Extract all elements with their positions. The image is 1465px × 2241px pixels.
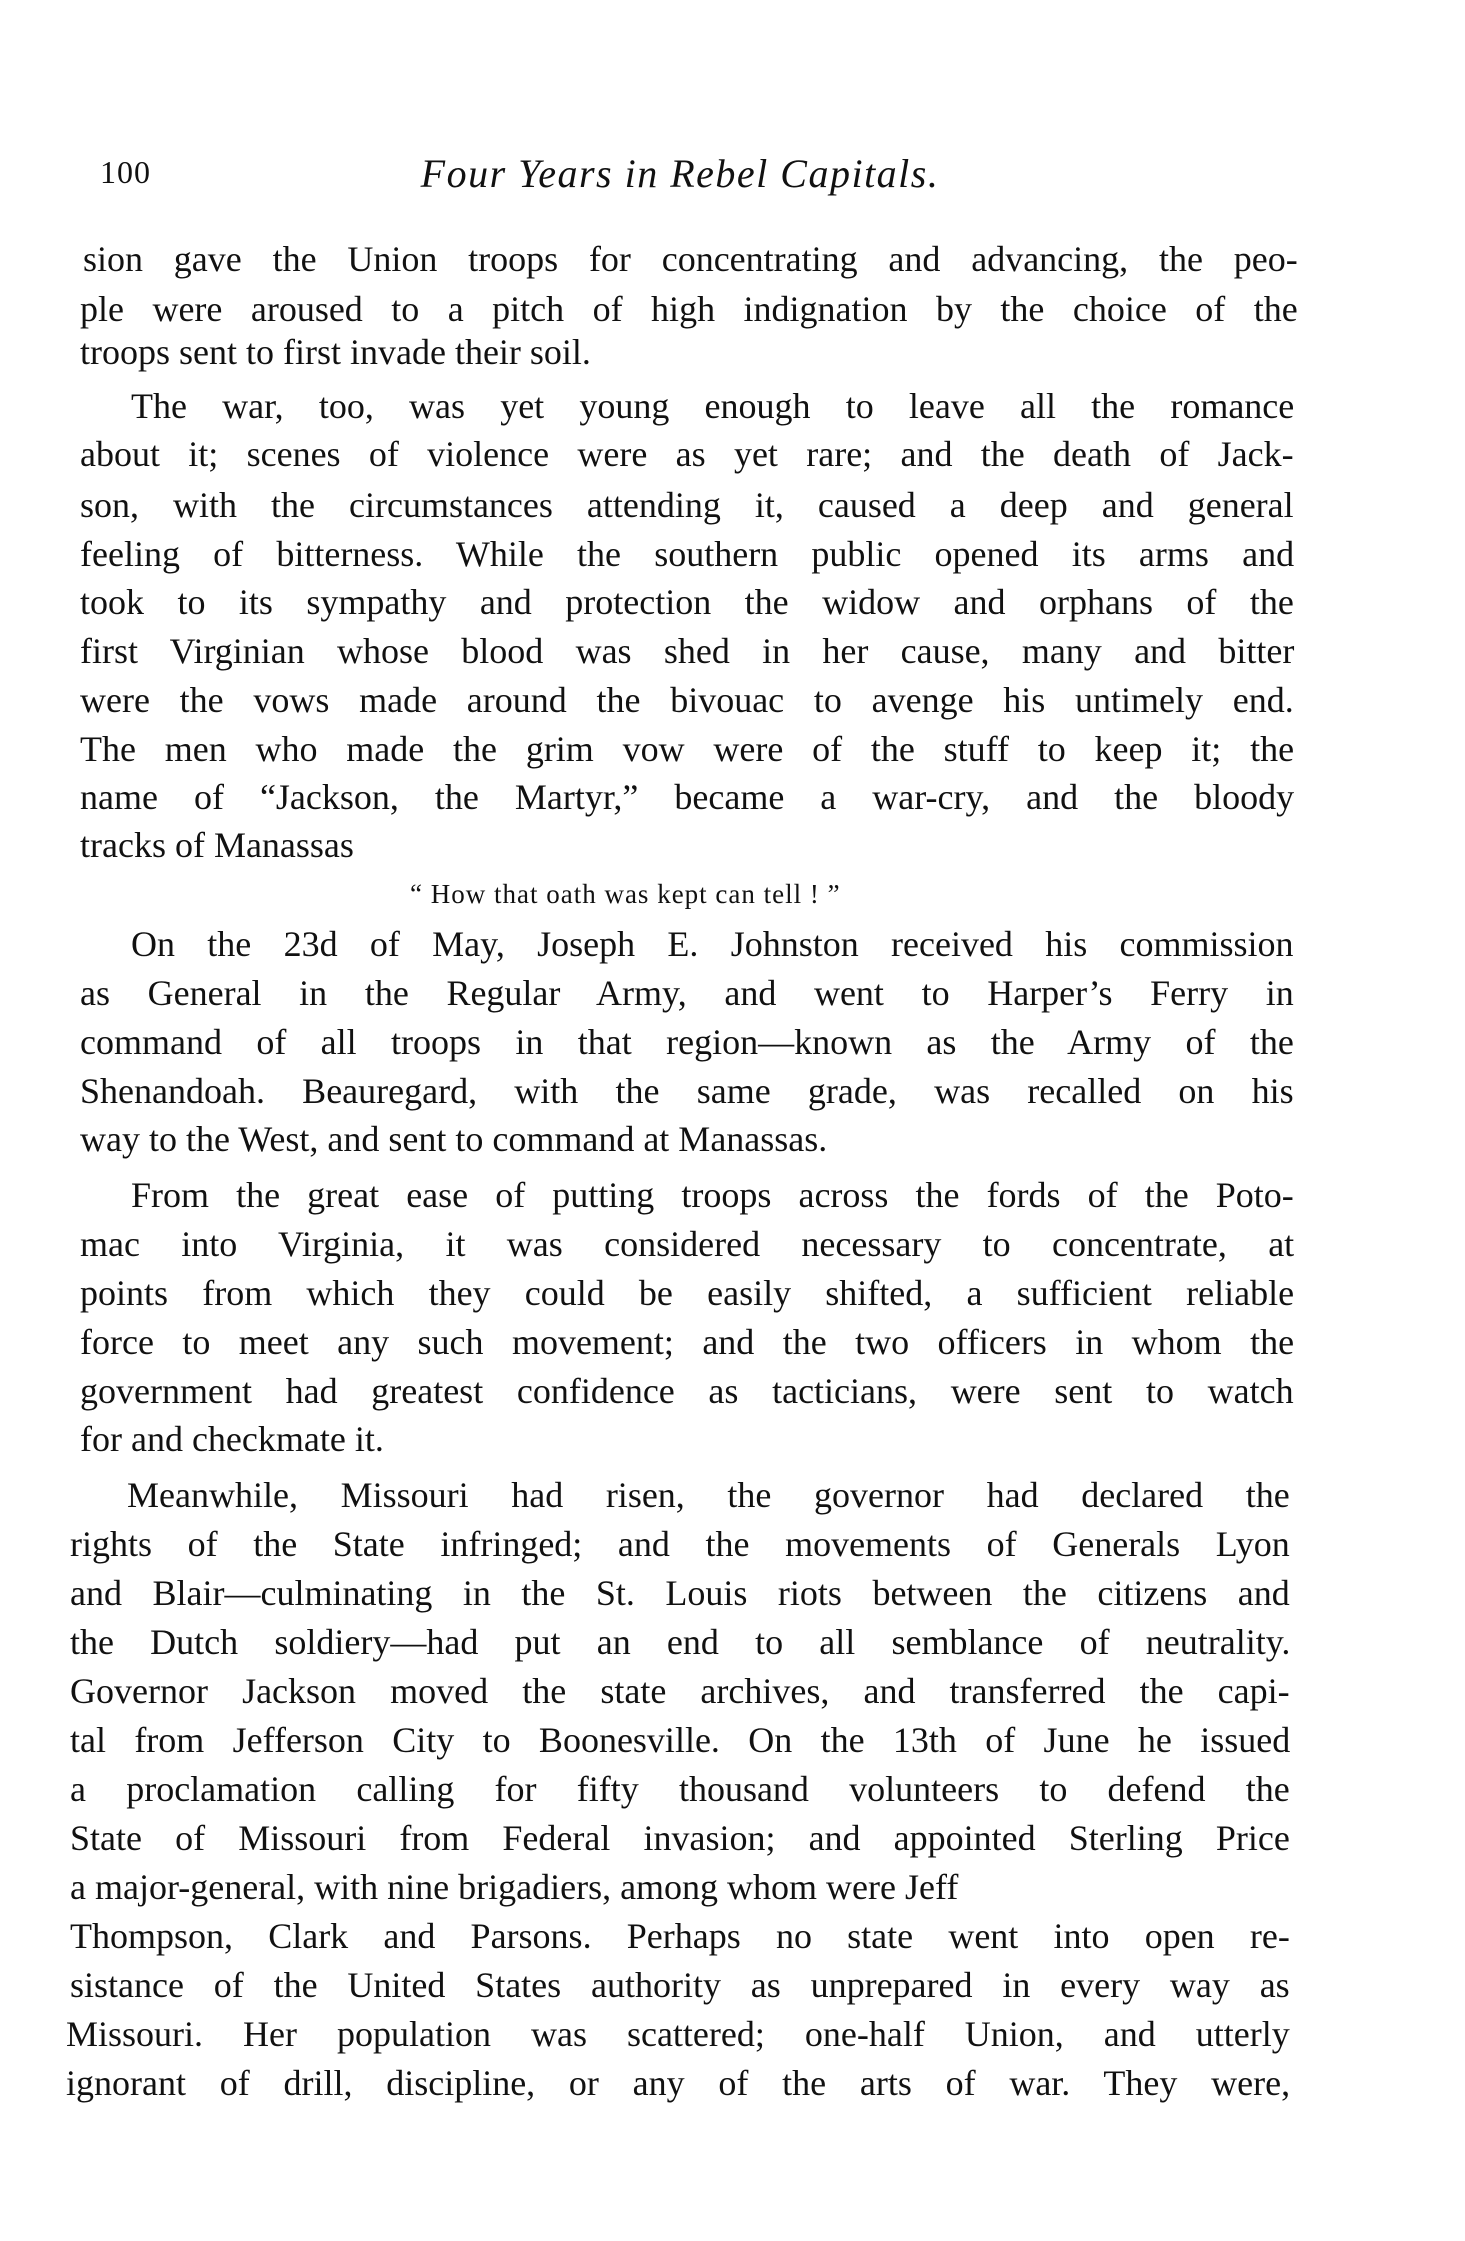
text-line: Governor Jackson moved the state archives, and transferred the capi-	[70, 1671, 1290, 1711]
text-line: a proclamation calling for fifty thousand volunteers to defend the	[70, 1769, 1290, 1809]
text-line: ignorant of drill, discipline, or any of the arts of war. They were,	[66, 2063, 1291, 2103]
text-line: first Virginian whose blood was shed in her cause, many and bitter	[80, 631, 1295, 671]
text-line: Meanwhile, Missouri had risen, the governor had declared the	[127, 1475, 1290, 1515]
text-line: ple were aroused to a pitch of high indignation by the choice of the	[80, 289, 1298, 329]
text-line: From the great ease of putting troops across the fords of the Poto-	[131, 1175, 1294, 1215]
page-number: 100	[100, 154, 151, 190]
text-line: as General in the Regular Army, and went to Harper’s Ferry in	[80, 973, 1294, 1013]
text-line: Thompson, Clark and Parsons. Perhaps no state went into open re-	[70, 1916, 1290, 1956]
text-line: sion gave the Union troops for concentrating and advancing, the peo-	[83, 239, 1298, 279]
text-line: On the 23d of May, Joseph E. Johnston received his commission	[131, 924, 1294, 964]
text-line: the Dutch soldiery—had put an end to all semblance of neutrality.	[70, 1622, 1291, 1662]
text-line: tal from Jefferson City to Boonesville. On the 13th of June he issued	[70, 1720, 1291, 1760]
text-line: way to the West, and sent to command at Manassas.	[80, 1119, 828, 1159]
text-line: command of all troops in that region—known as the Army of the	[80, 1022, 1294, 1062]
text-line: mac into Virginia, it was considered necessary to concentrate, at	[80, 1224, 1295, 1264]
running-title: Four Years in Rebel Capitals.	[420, 151, 940, 196]
text-line: points from which they could be easily shifted, a sufficient reliable	[80, 1273, 1295, 1313]
text-line: a major-general, with nine brigadiers, among whom were Jeff	[70, 1867, 959, 1907]
text-line: and Blair—culminating in the St. Louis riots between the citizens and	[70, 1573, 1290, 1613]
text-line: about it; scenes of violence were as yet rare; and the death of Jack-	[80, 434, 1294, 474]
text-line: Missouri. Her population was scattered; one-half Union, and utterly	[66, 2014, 1290, 2054]
text-line: son, with the circumstances attending it, caused a deep and general	[80, 485, 1294, 525]
text-line: name of “Jackson, the Martyr,” became a war-cry, and the bloody	[80, 777, 1295, 817]
text-line: government had greatest confidence as tacticians, were sent to watch	[80, 1371, 1294, 1411]
text-line: feeling of bitterness. While the southern public opened its arms and	[80, 534, 1295, 574]
page-header	[80, 150, 1280, 202]
text-line: troops sent to first invade their soil.	[80, 332, 591, 372]
text-line: State of Missouri from Federal invasion; and appointed Sterling Price	[70, 1818, 1290, 1858]
text-line: tracks of Manassas	[80, 825, 354, 865]
text-line: took to its sympathy and protection the widow and orphans of the	[80, 582, 1294, 622]
quotation: “ How that oath was kept can tell ! ”	[410, 879, 841, 909]
text-line: The war, too, was yet young enough to leave all the romance	[131, 386, 1295, 426]
text-line: force to meet any such movement; and the two officers in whom the	[80, 1322, 1295, 1362]
text-line: were the vows made around the bivouac to avenge his untimely end.	[80, 680, 1294, 720]
text-line: for and checkmate it.	[80, 1419, 384, 1459]
text-line: sistance of the United States authority as unprepared in every way as	[70, 1965, 1290, 2005]
text-line: Shenandoah. Beauregard, with the same grade, was recalled on his	[80, 1071, 1294, 1111]
text-line: The men who made the grim vow were of the stuff to keep it; the	[80, 729, 1295, 769]
text-line: rights of the State infringed; and the movements of Generals Lyon	[70, 1524, 1290, 1564]
